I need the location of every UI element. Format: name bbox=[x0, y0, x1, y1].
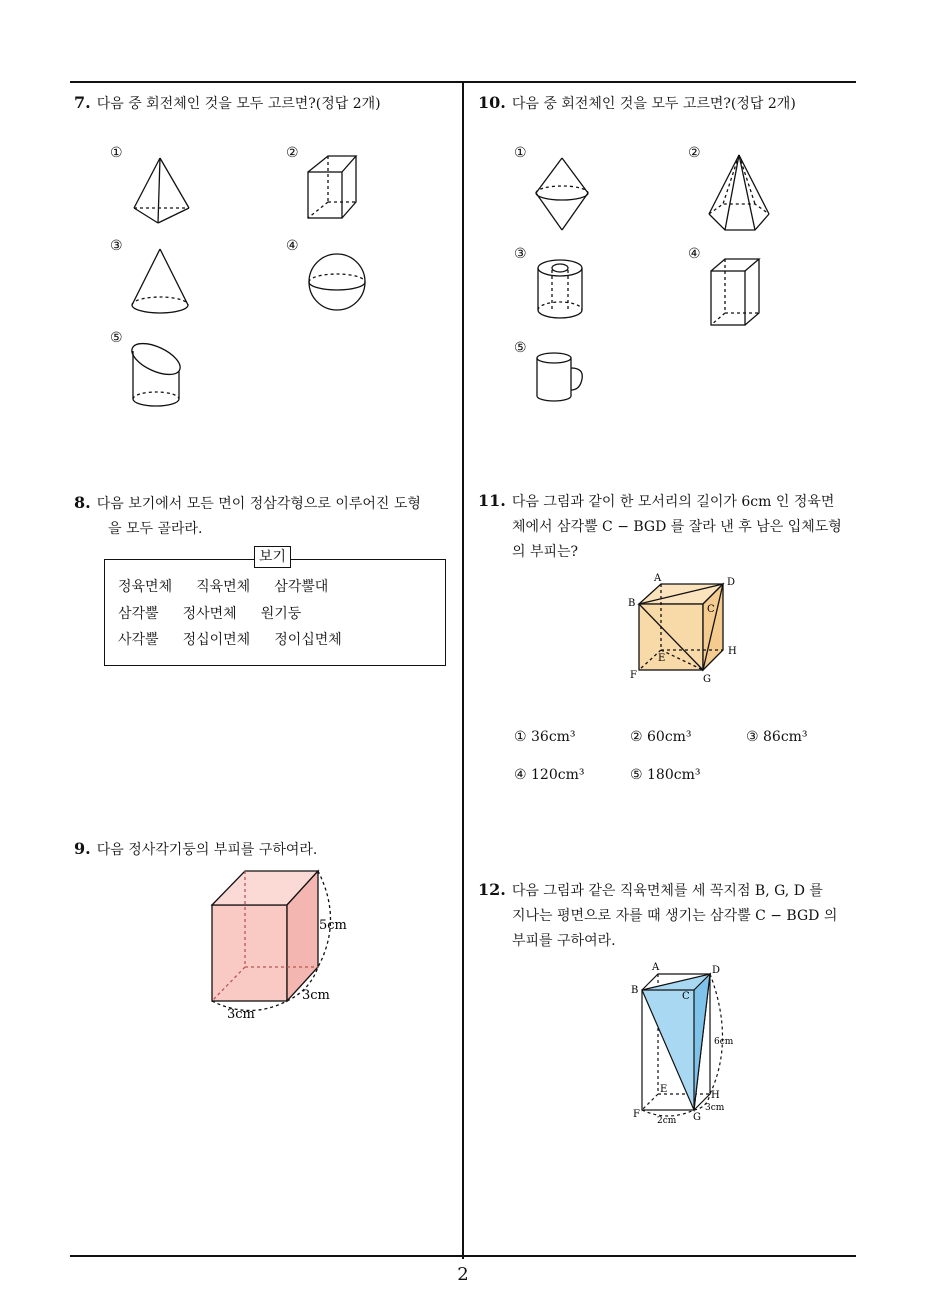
vertex-E: E bbox=[660, 1084, 668, 1095]
depth-label: 3cm bbox=[302, 988, 330, 1003]
example-row-3 bbox=[118, 629, 366, 649]
question-number: 7. bbox=[74, 93, 91, 112]
option-3: ③ bbox=[110, 238, 123, 254]
vertex-D: D bbox=[727, 577, 736, 588]
width-label: 2cm bbox=[657, 1116, 677, 1126]
example-item: 삼각뿔대 bbox=[274, 579, 329, 595]
option-2: ② bbox=[286, 145, 299, 161]
question-7 bbox=[74, 90, 454, 117]
example-row-2 bbox=[118, 603, 325, 623]
q10-hexagonal-pyramid-figure bbox=[705, 152, 775, 237]
question-text: 다음 정사각기둥의 부피를 구하여라. bbox=[96, 842, 318, 858]
q9-square-prism-figure bbox=[205, 865, 365, 1025]
q7-pyramid-figure bbox=[125, 155, 200, 230]
vertex-F: F bbox=[633, 1109, 640, 1120]
vertex-H: H bbox=[728, 646, 737, 657]
question-text-line2: 체에서 삼각뿔 C − BGD 를 잘라 낸 후 남은 입체도형 bbox=[512, 519, 842, 535]
height-label: 6cm bbox=[714, 1037, 734, 1047]
vertex-A: A bbox=[654, 573, 662, 584]
example-row-1 bbox=[118, 576, 352, 596]
example-item: 삼각뿔 bbox=[118, 606, 159, 622]
width-label: 3cm bbox=[227, 1007, 255, 1022]
option-5: ⑤ bbox=[110, 330, 123, 346]
question-text-line3: 부피를 구하여라. bbox=[512, 933, 616, 949]
vertex-B: B bbox=[628, 598, 636, 609]
question-11 bbox=[478, 488, 863, 565]
vertex-F: F bbox=[630, 670, 637, 681]
question-8 bbox=[74, 490, 459, 542]
vertex-E: E bbox=[658, 653, 666, 664]
q10-double-cone-figure bbox=[532, 155, 597, 235]
example-item: 정사면체 bbox=[182, 606, 237, 622]
question-12 bbox=[478, 877, 863, 954]
question-text: 다음 중 회전체인 것을 모두 고르면?(정답 2개) bbox=[511, 96, 796, 112]
question-number: 12. bbox=[478, 880, 506, 899]
question-number: 8. bbox=[74, 493, 91, 512]
column-divider bbox=[462, 83, 464, 1259]
depth-label: 3cm bbox=[705, 1103, 725, 1113]
q10-mug-figure bbox=[532, 348, 592, 406]
choice-4: ④ 120cm³ bbox=[514, 767, 585, 783]
vertex-C: C bbox=[707, 604, 715, 615]
vertex-H: H bbox=[711, 1090, 720, 1101]
q12-cuboid-figure bbox=[625, 960, 740, 1130]
question-number: 11. bbox=[478, 491, 506, 510]
q10-hollow-cylinder-figure bbox=[532, 255, 592, 325]
option-5: ⑤ bbox=[514, 340, 527, 356]
question-9 bbox=[74, 836, 459, 863]
q7-cone-figure bbox=[128, 245, 198, 320]
choice-3: ③ 86cm³ bbox=[746, 729, 808, 745]
question-text: 다음 중 회전체인 것을 모두 고르면?(정답 2개) bbox=[96, 96, 381, 112]
choice-5: ⑤ 180cm³ bbox=[630, 767, 701, 783]
choice-2: ② 60cm³ bbox=[630, 729, 692, 745]
q7-sphere-figure bbox=[303, 250, 373, 320]
question-text-line1: 다음 보기에서 모든 면이 정삼각형으로 이루어진 도형 bbox=[96, 496, 421, 512]
vertex-D: D bbox=[712, 965, 721, 976]
vertex-A: A bbox=[652, 962, 660, 973]
choice-1: ① 36cm³ bbox=[514, 729, 576, 745]
q7-rectangular-prism-figure bbox=[300, 152, 365, 222]
example-item: 사각뿔 bbox=[118, 632, 159, 648]
option-1: ① bbox=[110, 145, 123, 161]
q7-cut-cylinder-figure bbox=[128, 335, 193, 415]
example-box-title: 보기 bbox=[254, 546, 291, 568]
question-text-line2: 지나는 평면으로 자를 때 생기는 삼각뿔 C − BGD 의 bbox=[512, 908, 838, 924]
example-item: 정이십면체 bbox=[274, 632, 342, 648]
question-number: 10. bbox=[478, 93, 506, 112]
q11-cube-figure bbox=[625, 572, 745, 687]
question-text-line1: 다음 그림과 같은 직육면체를 세 꼭지점 B, G, D 를 bbox=[511, 883, 823, 899]
question-text-line3: 의 부피는? bbox=[512, 544, 579, 560]
option-4: ④ bbox=[286, 238, 299, 254]
option-1: ① bbox=[514, 145, 527, 161]
vertex-G: G bbox=[703, 674, 711, 685]
example-item: 직육면체 bbox=[196, 579, 251, 595]
vertex-B: B bbox=[631, 985, 639, 996]
example-item: 정십이면체 bbox=[182, 632, 251, 648]
bottom-rule bbox=[70, 1255, 856, 1257]
height-label: 5cm bbox=[319, 918, 347, 933]
question-number: 9. bbox=[74, 839, 91, 858]
q10-rectangular-prism-figure bbox=[705, 255, 770, 330]
option-3: ③ bbox=[514, 246, 527, 262]
example-item: 정육면체 bbox=[118, 579, 173, 595]
example-item: 원기둥 bbox=[260, 606, 302, 622]
question-text-line1: 다음 그림과 같이 한 모서리의 길이가 6cm 인 정육면 bbox=[511, 494, 835, 510]
option-2: ② bbox=[688, 145, 701, 161]
page-number: 2 bbox=[457, 1264, 469, 1285]
option-4: ④ bbox=[688, 246, 701, 262]
vertex-G: G bbox=[693, 1112, 701, 1123]
question-10 bbox=[478, 90, 858, 117]
question-text-line2: 을 모두 골라라. bbox=[108, 521, 203, 537]
vertex-C: C bbox=[682, 991, 690, 1002]
